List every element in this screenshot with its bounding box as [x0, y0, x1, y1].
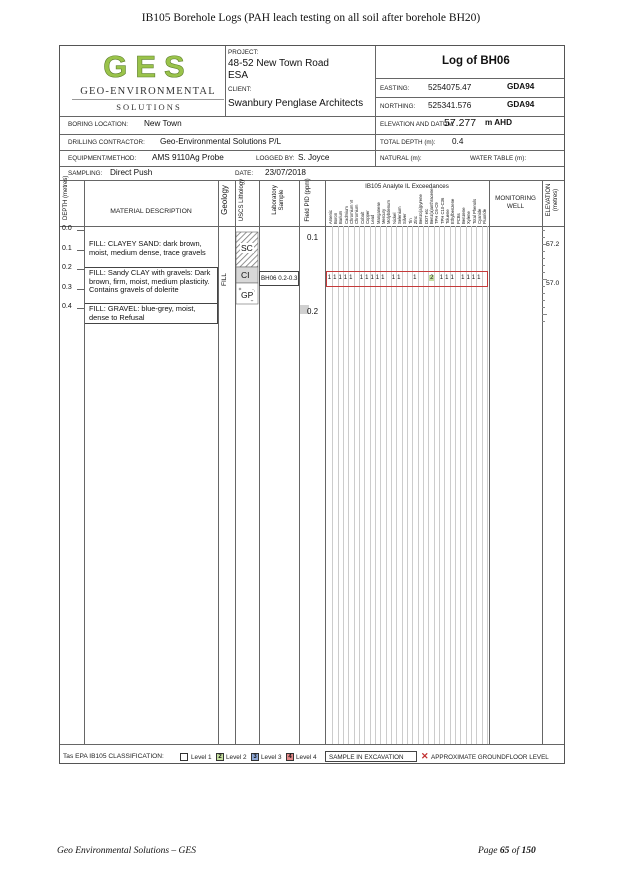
analyte-result: 1: [397, 275, 401, 281]
legend-level3-swatch: 3: [251, 753, 259, 761]
depth-tick-line: [77, 269, 84, 270]
analyte-name: Xylene: [466, 211, 472, 224]
uscs-header: USCS Lithology: [239, 178, 245, 222]
footer-left: Geo Environmental Solutions – GES: [57, 846, 196, 856]
layer-3-text: FILL: GRAVEL: blue-grey, moist, dense to Refusal: [89, 304, 196, 322]
natural-label: NATURAL (m):: [380, 155, 422, 162]
analyte-name: Zinc: [412, 216, 418, 224]
analyte-gridline: [444, 226, 445, 744]
analyte-gridline: [359, 226, 360, 744]
analyte-name: PCBs: [455, 213, 461, 224]
elevation-tick-line: [542, 258, 545, 259]
project-label: PROJECT:: [228, 49, 259, 56]
lab-sample: BH06 0.2-0.3: [261, 275, 298, 282]
drilling-contractor-value: Geo-Environmental Solutions P/L: [160, 137, 282, 146]
analyte-name: Benzo(a)pyrene: [418, 194, 424, 224]
elevation-header: ELEVATION (metres): [546, 183, 559, 217]
analyte-result: 1: [370, 275, 374, 281]
elevation-tick-1: 57.2: [546, 241, 560, 248]
analyte-gridline: [482, 226, 483, 744]
analyte-gridline: [466, 226, 470, 744]
analyte-result: 1: [445, 275, 449, 281]
analyte-result: 1: [461, 275, 465, 281]
footer-page-total: 150: [521, 846, 536, 856]
analyte-name: Cobalt: [359, 211, 365, 224]
uscs-ci: CI: [241, 270, 250, 280]
depth-tick: 0.0: [62, 225, 72, 232]
elevation-tick-line: [542, 230, 545, 231]
date-value: 23/07/2018: [265, 168, 306, 177]
analyte-name: Fluoride: [482, 208, 488, 224]
easting-label: EASTING:: [380, 85, 410, 92]
analyte-name: Toluene: [444, 209, 450, 224]
layer-2-text: FILL: Sandy CLAY with gravels: Dark brown, firm, moist, medium plasticity. Contains gravels of dolerite: [89, 268, 211, 295]
analyte-gridline: [418, 226, 419, 744]
analyte-name: Ethylbenzene: [450, 198, 456, 224]
project-value-2: ESA: [228, 70, 249, 81]
elevation-tick-line: [542, 300, 545, 301]
drilling-contractor-label: DRILLING CONTRACTOR:: [68, 139, 145, 146]
uscs-sc: SC: [241, 243, 253, 253]
analyte-result: 1: [338, 275, 342, 281]
analyte-result: 1: [450, 275, 454, 281]
depth-tick-line: [77, 308, 84, 309]
layer-box-3: [85, 304, 218, 324]
analyte-name: Cyanide: [476, 208, 482, 224]
analyte-gridline: [434, 226, 435, 744]
uscs-gp: GP: [241, 290, 254, 300]
date-label: DATE:: [235, 170, 254, 177]
analyte-name: Arsenic: [327, 210, 333, 224]
logged-by-value: S. Joyce: [298, 153, 330, 162]
analyte-name: Total Phenols: [471, 198, 477, 224]
geology-header: Geology: [220, 185, 229, 215]
elevation-tick-line: [542, 314, 547, 315]
analyte-name: Barium: [338, 210, 344, 224]
water-table-label: WATER TABLE (m):: [470, 155, 527, 162]
legend-groundfloor: APPROXIMATE GROUNDFLOOR LEVEL: [431, 754, 549, 761]
analyte-name: Copper: [364, 210, 370, 224]
layer-1-text: FILL: CLAYEY SAND: dark brown, moist, medium dense, trace gravels: [89, 239, 206, 257]
pid-value-2: 0.2: [307, 307, 319, 316]
analyte-name: Molybdenum: [386, 200, 392, 224]
elevation-unit: m AHD: [485, 118, 512, 127]
legend-level1-swatch: [180, 753, 188, 761]
analyte-result: 1: [439, 275, 444, 281]
depth-tick-line: [77, 230, 84, 231]
ges-logo: [88, 49, 208, 84]
layer-box-1: [85, 237, 218, 270]
analyte-result: 1: [365, 275, 369, 281]
elevation-tick-line: [542, 237, 545, 238]
analyte-name: Chromium VI: [348, 199, 354, 224]
well-header: MONITORING WELL: [495, 195, 536, 210]
northing-label: NORTHING:: [380, 103, 416, 110]
analyte-name: Boron: [332, 212, 338, 224]
analyte-gridline: [370, 226, 374, 744]
analyte-name: TPH C10-C36: [439, 197, 445, 224]
client-value: Swanbury Penglase Architects: [228, 98, 364, 109]
total-depth-value: 0.4: [452, 137, 464, 146]
boring-location-value: New Town: [144, 119, 182, 128]
layer-box-2: [85, 267, 218, 304]
logo-line1: GEO-ENVIRONMENTAL: [80, 86, 216, 97]
legend-level2-swatch: 2: [216, 753, 224, 761]
elevation-tick-line: [542, 321, 545, 322]
equipment-label: EQUIPMENT/METHOD:: [68, 155, 137, 162]
analyte-result: 1: [349, 275, 353, 281]
analyte-result: 1: [343, 275, 348, 281]
analyte-gridline: [423, 226, 424, 744]
analyte-name: Benz(a)anthracene: [428, 188, 434, 224]
analyte-name: Selenium: [396, 206, 402, 224]
analyte-gridline: [332, 226, 333, 744]
legend-level4: Level 4: [296, 754, 317, 761]
analyte-name: Nickel: [391, 212, 397, 224]
logo-letters: GES: [103, 49, 193, 84]
analyte-name: Manganese: [375, 202, 381, 224]
analyte-result: 1: [413, 275, 417, 281]
depth-tick: 0.1: [62, 244, 72, 252]
analyte-result: 1: [375, 275, 380, 281]
analyte-gridline: [450, 226, 454, 744]
analyte-result: 2: [430, 275, 434, 281]
cross-icon: ✕: [421, 751, 429, 761]
elevation-value: 57.277: [444, 117, 477, 129]
analyte-name: DDT etc: [423, 208, 429, 224]
analyte-gridline: [412, 226, 413, 744]
analyte-gridline: [386, 226, 387, 744]
lab-header: Laboratory Sample: [271, 185, 285, 215]
analyte-gridline: [471, 226, 472, 744]
equipment-value: AMS 9110Ag Probe: [152, 153, 224, 162]
total-depth-label: TOTAL DEPTH (m):: [380, 139, 436, 146]
analyte-gridline: [391, 226, 392, 744]
analyte-name: Silver: [402, 213, 408, 224]
page-title: IB105 Borehole Logs (PAH leach testing on all soil after borehole BH20): [141, 12, 481, 24]
geology-fill-label: FILL: [221, 272, 228, 286]
northing-datum: GDA94: [507, 100, 535, 109]
depth-tick-line: [77, 250, 84, 251]
pid-value-1: 0.1: [307, 233, 319, 242]
elevation-tick-line: [542, 286, 545, 287]
log-title: Log of BH06: [442, 55, 510, 67]
elevation-tick-line: [542, 293, 545, 294]
easting-datum: GDA94: [507, 82, 535, 91]
analyte-gridline: [402, 226, 403, 744]
analyte-gridline: [338, 226, 342, 744]
analyte-name: Tin: [407, 218, 413, 224]
legend-level4-swatch: 4: [286, 753, 294, 761]
analyte-gridline: [364, 226, 365, 744]
elevation-tick-line: [542, 307, 545, 308]
footer-page-prefix: Page: [478, 846, 500, 856]
analyte-name: Benzene: [460, 207, 466, 224]
analyte-name: Cadmium: [343, 206, 349, 224]
analyte-result: 1: [327, 275, 332, 281]
elevation-tick-line: [542, 272, 545, 273]
analyte-gridline: [428, 226, 429, 744]
footer-page-mid: of: [509, 846, 522, 856]
analyte-result: 1: [381, 275, 385, 281]
logged-by-label: LOGGED BY:: [256, 155, 295, 162]
analyte-gridline: [354, 226, 355, 744]
elevation-tick-2: 57.0: [546, 280, 560, 287]
analyte-result: 1: [471, 275, 476, 281]
analyte-gridline: [407, 226, 408, 744]
legend-level1: Level 1: [191, 754, 212, 761]
analyte-result: 1: [477, 275, 481, 281]
depth-tick: 0.3: [62, 283, 72, 291]
northing-value: 525341.576: [428, 101, 472, 110]
analyte-result: 1: [466, 275, 470, 281]
analyte-gridline: [380, 226, 381, 744]
analyte-result: 1: [333, 275, 337, 281]
analyte-header: IB105 Analyte IL Exceedances: [365, 183, 449, 190]
logo-line2: S O L U T I O N S: [116, 102, 180, 112]
borehole-log-sheet: [59, 45, 565, 764]
depth-tick-line: [77, 289, 84, 290]
pid-header: Field PID (ppm): [304, 178, 311, 222]
legend-sample: SAMPLE IN EXCAVATION: [329, 754, 404, 761]
analyte-gridline: [396, 226, 397, 744]
footer-page: [478, 846, 536, 856]
boring-location-label: BORING LOCATION:: [68, 121, 129, 128]
analyte-name: TPH C6-C9: [434, 202, 440, 224]
legend-title: Tas EPA IB105 CLASSIFICATION:: [63, 753, 164, 760]
material-header: MATERIAL DESCRIPTION: [110, 208, 192, 215]
analyte-sample-box: [326, 271, 488, 287]
elevation-tick-line: [542, 251, 545, 252]
sampling-value: Direct Push: [110, 168, 153, 177]
analyte-gridline: [439, 226, 440, 744]
analyte-gridline: [487, 226, 488, 744]
project-value-1: 48-52 New Town Road: [228, 58, 329, 69]
legend-level3: Level 3: [261, 754, 282, 761]
client-label: CLIENT:: [228, 86, 252, 93]
footer-page-num: 65: [499, 846, 510, 856]
easting-value: 5254075.47: [428, 83, 472, 92]
elevation-tick-line: [542, 265, 545, 266]
analyte-result: 1: [391, 275, 396, 281]
analyte-result: 1: [359, 275, 364, 281]
analyte-gridline: [375, 226, 376, 744]
elevation-label: ELEVATION AND DATUM:: [380, 121, 455, 128]
analyte-gridline: [348, 226, 349, 744]
analyte-gridline: [460, 226, 461, 744]
analyte-gridline: [343, 226, 344, 744]
analyte-name: Mercury: [380, 208, 386, 224]
analyte-name: Lead: [370, 214, 376, 224]
sampling-label: SAMPLING:: [68, 170, 103, 177]
analyte-name: Chromium: [354, 204, 360, 224]
depth-header: DEPTH (metres): [63, 175, 69, 220]
analyte-gridline: [476, 226, 477, 744]
depth-tick: 0.4: [62, 303, 72, 310]
depth-tick: 0.2: [62, 264, 72, 271]
analyte-gridline: [455, 226, 456, 744]
legend-level2: Level 2: [226, 754, 247, 761]
